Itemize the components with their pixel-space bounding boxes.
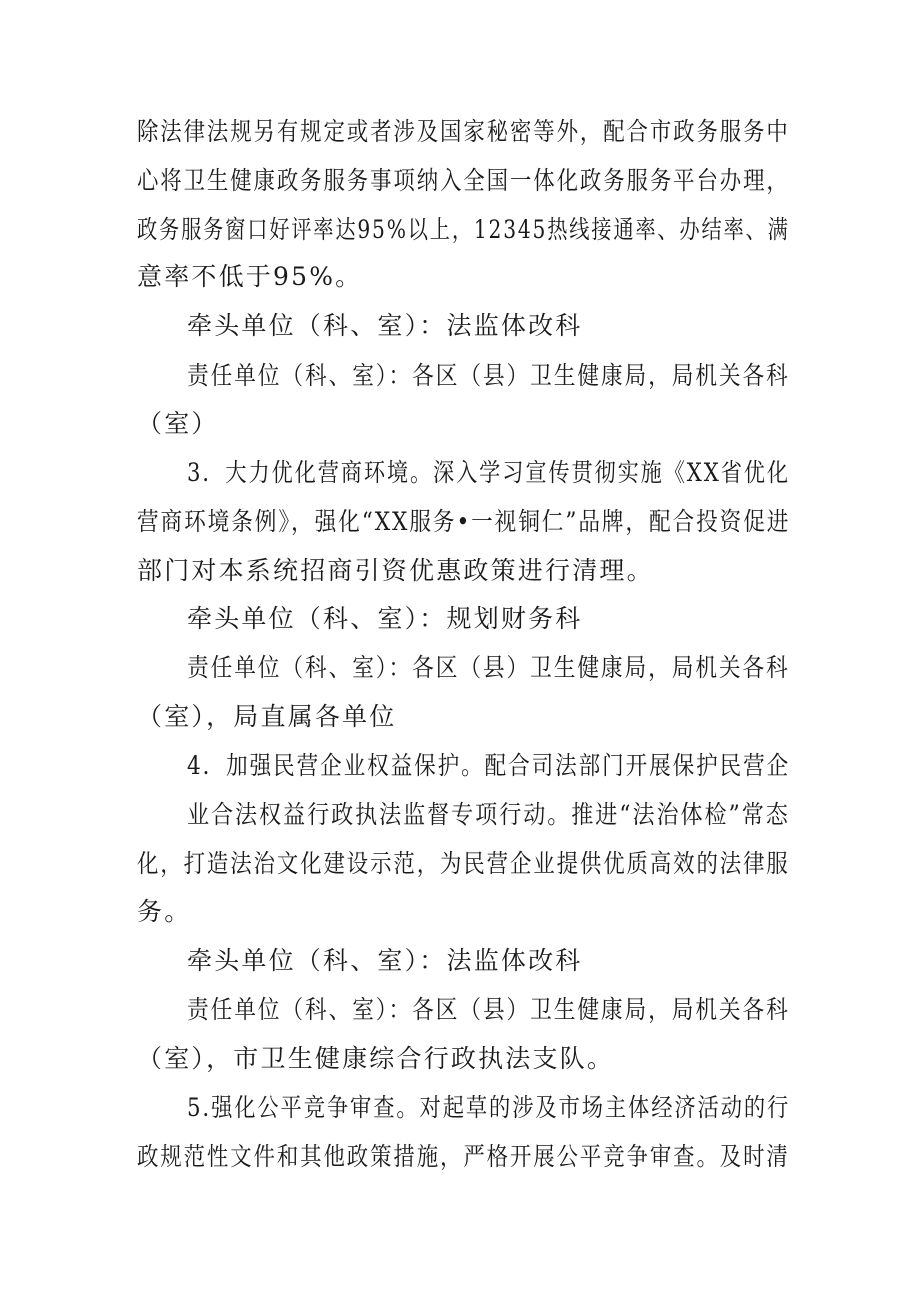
text-line: 政规范性文件和其他政策措施，严格开展公平竞争审查。及时清 xyxy=(137,1142,790,1171)
text-line: 化，打造法治文化建设示范，为民营企业提供优质高效的法律服 xyxy=(137,849,790,878)
text-line: 牵头单位（科、室）：法监体改科 xyxy=(187,311,583,340)
text-line: （室），市卫生健康综合行政执法支队。 xyxy=(137,1044,615,1073)
text-line: 牵头单位（科、室）：法监体改科 xyxy=(187,946,583,975)
text-line: 意率不低于95%。 xyxy=(137,262,363,291)
text-line: 责任单位（科、室）：各区（县）卫生健康局，局机关各科 xyxy=(187,361,790,390)
text-line: （室），局直属各单位 xyxy=(137,702,397,731)
text-line: 业合法权益行政执法监督专项行动。推进“法治体检”常态 xyxy=(187,800,790,829)
text-line: 责任单位（科、室）：各区（县）卫生健康局，局机关各科 xyxy=(187,653,790,682)
text-line: 除法律法规另有规定或者涉及国家秘密等外，配合市政务服务中 xyxy=(137,117,790,146)
text-line: 务。 xyxy=(137,897,192,926)
text-line: 部门对本系统招商引资优惠政策进行清理。 xyxy=(137,556,654,585)
text-line: 政务服务窗口好评率达95%以上，12345热线接通率、办结率、满 xyxy=(137,215,790,244)
text-line: 4．加强民营企业权益保护。配合司法部门开展保护民营企 xyxy=(187,751,791,780)
text-line: 责任单位（科、室）：各区（县）卫生健康局，局机关各科 xyxy=(187,995,790,1024)
text-line: 营商环境条例》，强化“XX服务•一视铜仁”品牌，配合投资促进 xyxy=(137,507,791,536)
text-line: 牵头单位（科、室）：规划财务科 xyxy=(187,604,583,633)
text-line: 心将卫生健康政务服务事项纳入全国一体化政务服务平台办理， xyxy=(137,166,790,195)
text-line: 5.强化公平竞争审查。对起草的涉及市场主体经济活动的行 xyxy=(187,1093,791,1122)
text-line: （室） xyxy=(137,409,219,438)
text-line: 3．大力优化营商环境。深入学习宣传贯彻实施《XX省优化 xyxy=(187,458,790,487)
